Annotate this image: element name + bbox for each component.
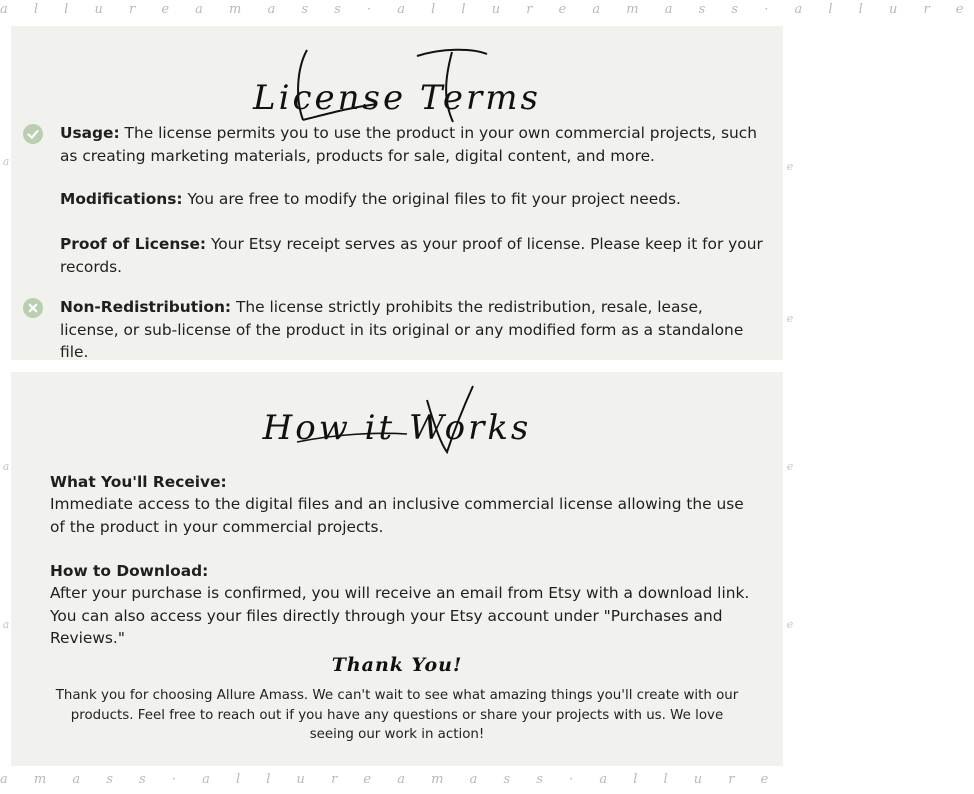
watermark-bottom: a m a s s · a l l u r e a m a s s · a l l u r e (0, 772, 780, 787)
watermark-side-mark: a (2, 618, 10, 631)
proof-of-license-text: Your Etsy receipt serves as your proof of license. Please keep it for your records. (60, 235, 763, 276)
how-title-text: How it Works (262, 408, 532, 448)
usage-text: The license permits you to use the product in your own commercial projects, such as creating marketing materials, products for sale, digital content, and more. (60, 124, 758, 165)
watermark-side-mark: a (2, 155, 10, 168)
modifications-text: You are free to modify the original files to fit your project needs. (182, 190, 681, 208)
how-it-works-panel (11, 372, 783, 766)
how-to-download-text: After your purchase is confirmed, you will receive an email from Etsy with a download link. You can also access your files directly through your Etsy account under "Purchases and Reviews." (50, 584, 750, 647)
what-you-receive-text: Immediate access to the digital files and an inclusive commercial license allowing the use of the product in your commercial projects. (50, 495, 744, 536)
watermark-side-mark: a (2, 460, 10, 473)
check-circle-icon (23, 124, 43, 144)
watermark-side-mark: e (786, 312, 794, 325)
watermark-side-mark: e (786, 618, 794, 631)
watermark-side-mark: e (786, 460, 794, 473)
what-you-receive-heading: What You'll Receive: (50, 473, 227, 491)
proof-of-license-term (60, 233, 765, 278)
usage-label: Usage: (60, 124, 120, 142)
thank-you-message: Thank you for choosing Allure Amass. We can't wait to see what amazing things you'll create with our products. Feel free to reach out if you have any questions or share your projects with us. We love seeing our work in action! (55, 688, 739, 742)
non-redistribution-label: Non-Redistribution: (60, 298, 232, 316)
proof-of-license-label: Proof of License: (60, 235, 207, 253)
non-redistribution-text: The license strictly prohibits the redistribution, resale, lease, license, or sub-license of the product in its original or any modified form as a standalone file. (60, 298, 744, 361)
how-it-works-title (11, 378, 783, 468)
license-title-text: License Terms (253, 78, 541, 118)
x-circle-icon (23, 298, 43, 318)
license-terms-title (11, 38, 783, 130)
how-to-download-heading: How to Download: (50, 562, 209, 580)
modifications-label: Modifications: (60, 190, 183, 208)
non-redistribution-term (60, 296, 765, 364)
usage-term (60, 122, 765, 167)
watermark-top: a l l u r e a m a s s · a l l u r e a m a s s · a l l u r e (0, 2, 974, 17)
watermark-side-mark: e (786, 160, 794, 173)
thank-you-heading: Thank You! (331, 654, 463, 676)
license-terms-panel (11, 26, 783, 360)
modifications-term (60, 188, 765, 211)
